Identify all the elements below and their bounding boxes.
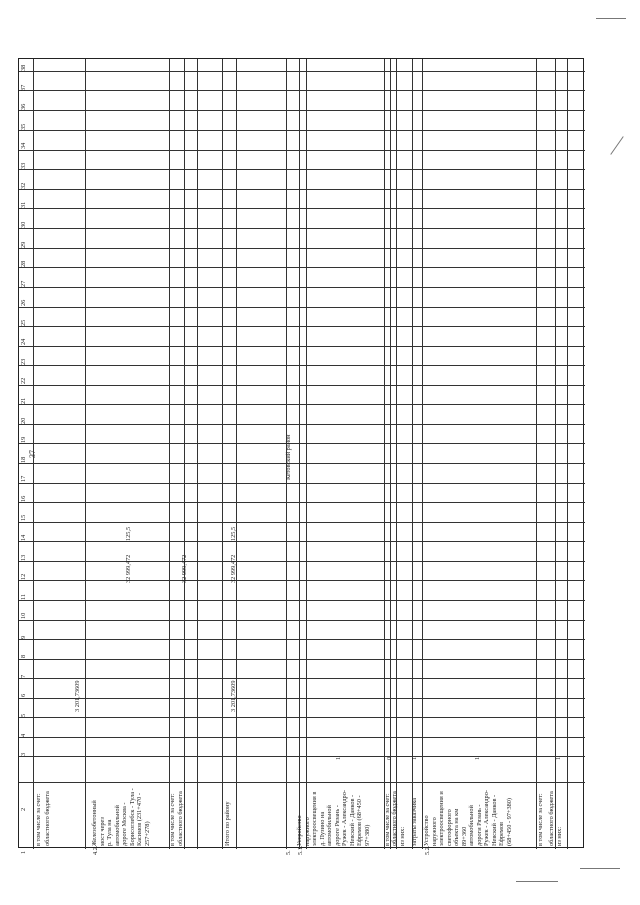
column-number: 4 (20, 733, 27, 737)
column-number: 6 (20, 693, 27, 697)
column-number: 29 (20, 241, 27, 248)
column-number: 37 (20, 84, 27, 91)
row-number: 4.2. (92, 845, 99, 855)
cell-value: 32 999,472 (230, 554, 237, 583)
column-number: 27 (20, 280, 27, 287)
column-number: 31 (20, 201, 27, 208)
column-number: 17 (20, 475, 27, 482)
section-title: Кетовский район (285, 434, 292, 480)
row-label: в том числе за счет: областного бюджета (169, 791, 184, 846)
pen-stroke (610, 136, 623, 155)
row-number: 5.2. (424, 845, 431, 855)
column-number: 36 (20, 103, 27, 110)
table (18, 58, 584, 848)
column-number: 22 (20, 377, 27, 384)
row-label: Устройство наружного электроосвещения и светофорного объекта на км 89+360 автомобильной дороги Рязань - Ружек - Александро- Невский - Данков - Ефремов (68+450 - 97+380) (423, 790, 513, 846)
row-label: в том числе за счет: (35, 793, 42, 846)
column-number: 1 (20, 850, 27, 854)
column-number: 35 (20, 123, 27, 130)
row-label: Устройство наружного электроосвещения в д. Пузино на автомобильной дороге Рязань - Ружек - Александро- Невский - Данков - Ефремов (68+450 - 97+380) (296, 790, 371, 846)
column-number: 19 (20, 436, 27, 443)
column-number: 38 (20, 64, 27, 71)
column-number: 2 (20, 807, 27, 811)
scan-mark (516, 881, 558, 882)
row-label: областного бюджета из них: (391, 791, 406, 846)
cell-value: 1 (474, 756, 481, 760)
cell-value: 1 (555, 756, 562, 760)
column-number: 8 (20, 654, 27, 658)
column-number: 15 (20, 514, 27, 521)
cell-value: 3 201,73609 (230, 680, 237, 712)
cell-value: 1 (411, 756, 418, 760)
column-number: 23 (20, 358, 27, 365)
cell-value: 32 999,472 (181, 554, 188, 583)
column-number: 7 (20, 674, 27, 678)
row-label: в том числе за счет: (384, 793, 391, 846)
column-number: 26 (20, 299, 27, 306)
row-number: 5.1. (297, 845, 304, 855)
cell-value: 0 (386, 756, 393, 760)
column-number: 9 (20, 635, 27, 639)
column-number: 18 (20, 456, 27, 463)
row-label: Железобетонный мост через р. Тула на автомобильной дороге Москва - Борисоглебск - Тула - Касимов (231+470 - 257+278) (91, 788, 151, 846)
column-number: 5 (20, 713, 27, 717)
row-label: областного бюджета из них: (548, 791, 563, 846)
column-number: 28 (20, 260, 27, 267)
column-number: 34 (20, 142, 27, 149)
column-number: 12 (20, 573, 27, 580)
cell-value: 125,5 (230, 526, 237, 541)
column-number: 16 (20, 495, 27, 502)
column-number: 14 (20, 534, 27, 541)
cell-value: 1 (335, 756, 342, 760)
page-number: 37 (28, 450, 37, 458)
column-number: 32 (20, 182, 27, 189)
column-number: 3 (20, 752, 27, 756)
column-number: 21 (20, 397, 27, 404)
row-label: в том числе за счет: (537, 793, 544, 846)
cell-value: 3 201,73609 (74, 680, 81, 712)
column-number: 11 (20, 593, 27, 600)
row-label: затраты заказчика (411, 798, 418, 846)
row-label: областного бюджета (44, 791, 51, 846)
scan-mark (596, 18, 626, 19)
cell-value: 32 999,472 (125, 554, 132, 583)
column-number: 13 (20, 554, 27, 561)
cell-value: 125,5 (125, 526, 132, 541)
row-label: Итого по району (224, 801, 231, 846)
column-number: 25 (20, 319, 27, 326)
column-number: 20 (20, 417, 27, 424)
row-number: 5. (285, 850, 292, 855)
column-number: 33 (20, 162, 27, 169)
column-number: 24 (20, 338, 27, 345)
column-number: 10 (20, 612, 27, 619)
scan-mark (580, 868, 620, 869)
column-number: 30 (20, 221, 27, 228)
